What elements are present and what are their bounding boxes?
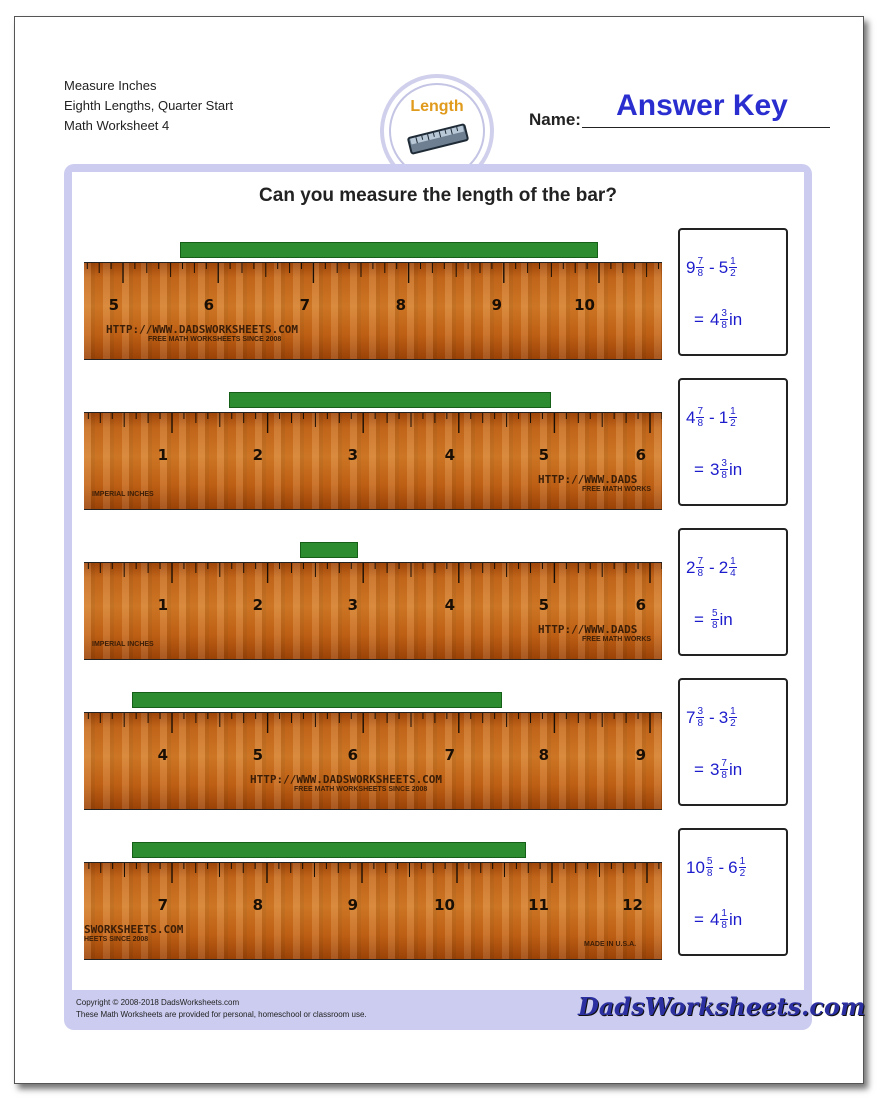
ruler-number: 5 [538, 596, 549, 614]
question-title: Can you measure the length of the bar? [259, 185, 617, 206]
problem-row [0, 512, 880, 662]
ruler-number: 4 [444, 596, 455, 614]
first-fraction: $\frac{7}{8}$ [697, 406, 704, 429]
first-fraction: $\frac{7}{8}$ [697, 256, 704, 279]
result-fraction: $\frac{7}{8}$ [721, 758, 727, 781]
ruler-number: 6 [635, 446, 646, 464]
second-whole: 5 [718, 257, 729, 277]
ruler-number: 6 [347, 746, 358, 764]
equals-sign: = [694, 609, 704, 629]
result-fraction: $\frac{3}{8}$ [721, 458, 727, 481]
ruler-number: 8 [395, 296, 406, 314]
ruler-number: 4 [157, 746, 168, 764]
ruler-number: 8 [538, 746, 549, 764]
ruler-number: 2 [252, 596, 263, 614]
ruler-icon [405, 119, 471, 159]
first-whole: 10 [686, 857, 705, 877]
result-whole: 4 [709, 909, 720, 929]
result-unit: in [719, 609, 733, 629]
minus-sign: - [709, 557, 715, 577]
result-unit: in [728, 459, 743, 479]
header-line-1: Measure Inches [64, 78, 157, 93]
problem-row [0, 362, 880, 512]
ruler-ticks [84, 713, 662, 809]
second-fraction: $\frac{1}{2}$ [730, 406, 736, 429]
answer-key-title: Answer Key [616, 89, 788, 122]
second-fraction: $\frac{1}{2}$ [739, 856, 746, 879]
ruler-number: 12 [622, 896, 643, 914]
minus-sign: - [718, 857, 725, 877]
ruler-watermark-sub: FREE MATH WORKS [582, 486, 652, 493]
ruler-number: 3 [347, 596, 358, 614]
problem-row [0, 212, 880, 362]
measured-bar [229, 392, 551, 408]
measured-bar [132, 692, 502, 708]
ruler-number: 4 [444, 446, 455, 464]
second-fraction: $\frac{1}{4}$ [730, 556, 736, 579]
equals-sign: = [694, 909, 704, 929]
ruler-watermark: HTTP://WWW.DADS [538, 623, 638, 636]
footer [76, 997, 367, 1021]
result-expression [694, 308, 742, 331]
first-whole: 4 [686, 407, 696, 427]
result-unit: in [728, 759, 743, 779]
ruler-ticks [84, 413, 662, 509]
minus-sign: - [709, 407, 715, 427]
first-whole: 7 [686, 707, 696, 727]
equals-sign: = [694, 459, 704, 479]
name-field-line[interactable] [582, 127, 830, 128]
ruler [84, 262, 662, 360]
ruler-number: 10 [574, 296, 595, 314]
answer-box [678, 828, 788, 956]
result-expression [694, 908, 742, 931]
subtraction-expression [686, 556, 738, 579]
usage-notice: These Math Worksheets are provided for personal, homeschool or classroom use. [76, 1010, 367, 1019]
ruler-number: 7 [299, 296, 310, 314]
ruler-label: IMPERIAL INCHES [92, 491, 154, 498]
ruler-number: 7 [444, 746, 455, 764]
second-whole: 1 [718, 407, 729, 427]
answer-box [678, 228, 788, 356]
subtraction-expression [686, 256, 738, 279]
ruler-label: IMPERIAL INCHES [92, 641, 154, 648]
ruler-number: 1 [157, 596, 168, 614]
first-fraction: $\frac{3}{8}$ [697, 706, 704, 729]
logo-title: Length [410, 98, 464, 115]
ruler [84, 412, 662, 510]
ruler-number: 9 [347, 896, 358, 914]
copyright-text: Copyright © 2008-2018 DadsWorksheets.com [76, 998, 240, 1007]
first-fraction: $\frac{5}{8}$ [706, 856, 713, 879]
result-unit: in [728, 909, 743, 929]
second-fraction: $\frac{1}{2}$ [730, 256, 736, 279]
ruler-number: 11 [528, 896, 549, 914]
answer-box [678, 378, 788, 506]
ruler-number: 10 [434, 896, 455, 914]
subtraction-expression [686, 406, 738, 429]
problem-row [0, 662, 880, 812]
result-fraction: $\frac{1}{8}$ [721, 908, 727, 931]
ruler [84, 862, 662, 960]
measured-bar [300, 542, 358, 558]
result-whole: 4 [709, 309, 720, 329]
ruler-number: 3 [347, 446, 358, 464]
ruler-watermark: HTTP://WWW.DADS [538, 473, 638, 486]
minus-sign: - [709, 707, 715, 727]
second-whole: 3 [718, 707, 729, 727]
header-line-3: Math Worksheet 4 [64, 118, 170, 133]
first-whole: 2 [686, 557, 696, 577]
first-fraction: $\frac{7}{8}$ [697, 556, 704, 579]
equals-sign: = [694, 759, 704, 779]
first-whole: 9 [686, 257, 696, 277]
problem-row [0, 812, 880, 962]
brand-logo: DadsWorksheets.com [578, 992, 866, 1021]
ruler-watermark: SWORKSHEETS.COM [84, 923, 184, 936]
ruler-watermark-sub: HEETS SINCE 2008 [84, 936, 149, 943]
ruler-watermark: HTTP://WWW.DADSWORKSHEETS.COM [106, 323, 299, 336]
result-unit: in [728, 309, 743, 329]
header-line-2: Eighth Lengths, Quarter Start [64, 98, 234, 113]
minus-sign: - [709, 257, 715, 277]
ruler-number: 7 [157, 896, 168, 914]
second-whole: 2 [718, 557, 729, 577]
ruler-number: 5 [538, 446, 549, 464]
answer-box [678, 528, 788, 656]
ruler-number: 9 [635, 746, 646, 764]
worksheet-header [64, 76, 233, 136]
ruler-ticks [84, 563, 662, 659]
result-expression [694, 758, 742, 781]
equals-sign: = [694, 309, 704, 329]
ruler-number: 2 [252, 446, 263, 464]
result-whole: 3 [709, 759, 720, 779]
result-fraction: $\frac{5}{8}$ [711, 608, 718, 631]
result-fraction: $\frac{3}{8}$ [721, 308, 727, 331]
result-expression [694, 458, 742, 481]
ruler-ticks [84, 263, 662, 359]
ruler-number: 9 [491, 296, 502, 314]
ruler-watermark-sub: FREE MATH WORKS [582, 636, 652, 643]
ruler-watermark-sub: FREE MATH WORKSHEETS SINCE 2008 [294, 786, 428, 793]
answer-box [678, 678, 788, 806]
ruler-number: 1 [157, 446, 168, 464]
result-expression [694, 608, 733, 631]
second-fraction: $\frac{1}{2}$ [730, 706, 736, 729]
measured-bar [132, 842, 526, 858]
ruler-number: 5 [252, 746, 263, 764]
subtraction-expression [686, 856, 747, 879]
subtraction-expression [686, 706, 738, 729]
ruler-ticks [84, 863, 662, 959]
ruler-number: 8 [252, 896, 263, 914]
ruler-number: 6 [203, 296, 214, 314]
measured-bar [180, 242, 598, 258]
ruler [84, 562, 662, 660]
ruler-number: 5 [108, 296, 119, 314]
ruler-label: MADE IN U.S.A. [584, 941, 637, 948]
ruler-watermark: HTTP://WWW.DADSWORKSHEETS.COM [250, 773, 443, 786]
second-whole: 6 [728, 857, 738, 877]
ruler [84, 712, 662, 810]
result-whole: 3 [709, 459, 720, 479]
ruler-number: 6 [635, 596, 646, 614]
name-label: Name: [529, 110, 581, 129]
ruler-watermark-sub: FREE MATH WORKSHEETS SINCE 2008 [148, 336, 282, 343]
